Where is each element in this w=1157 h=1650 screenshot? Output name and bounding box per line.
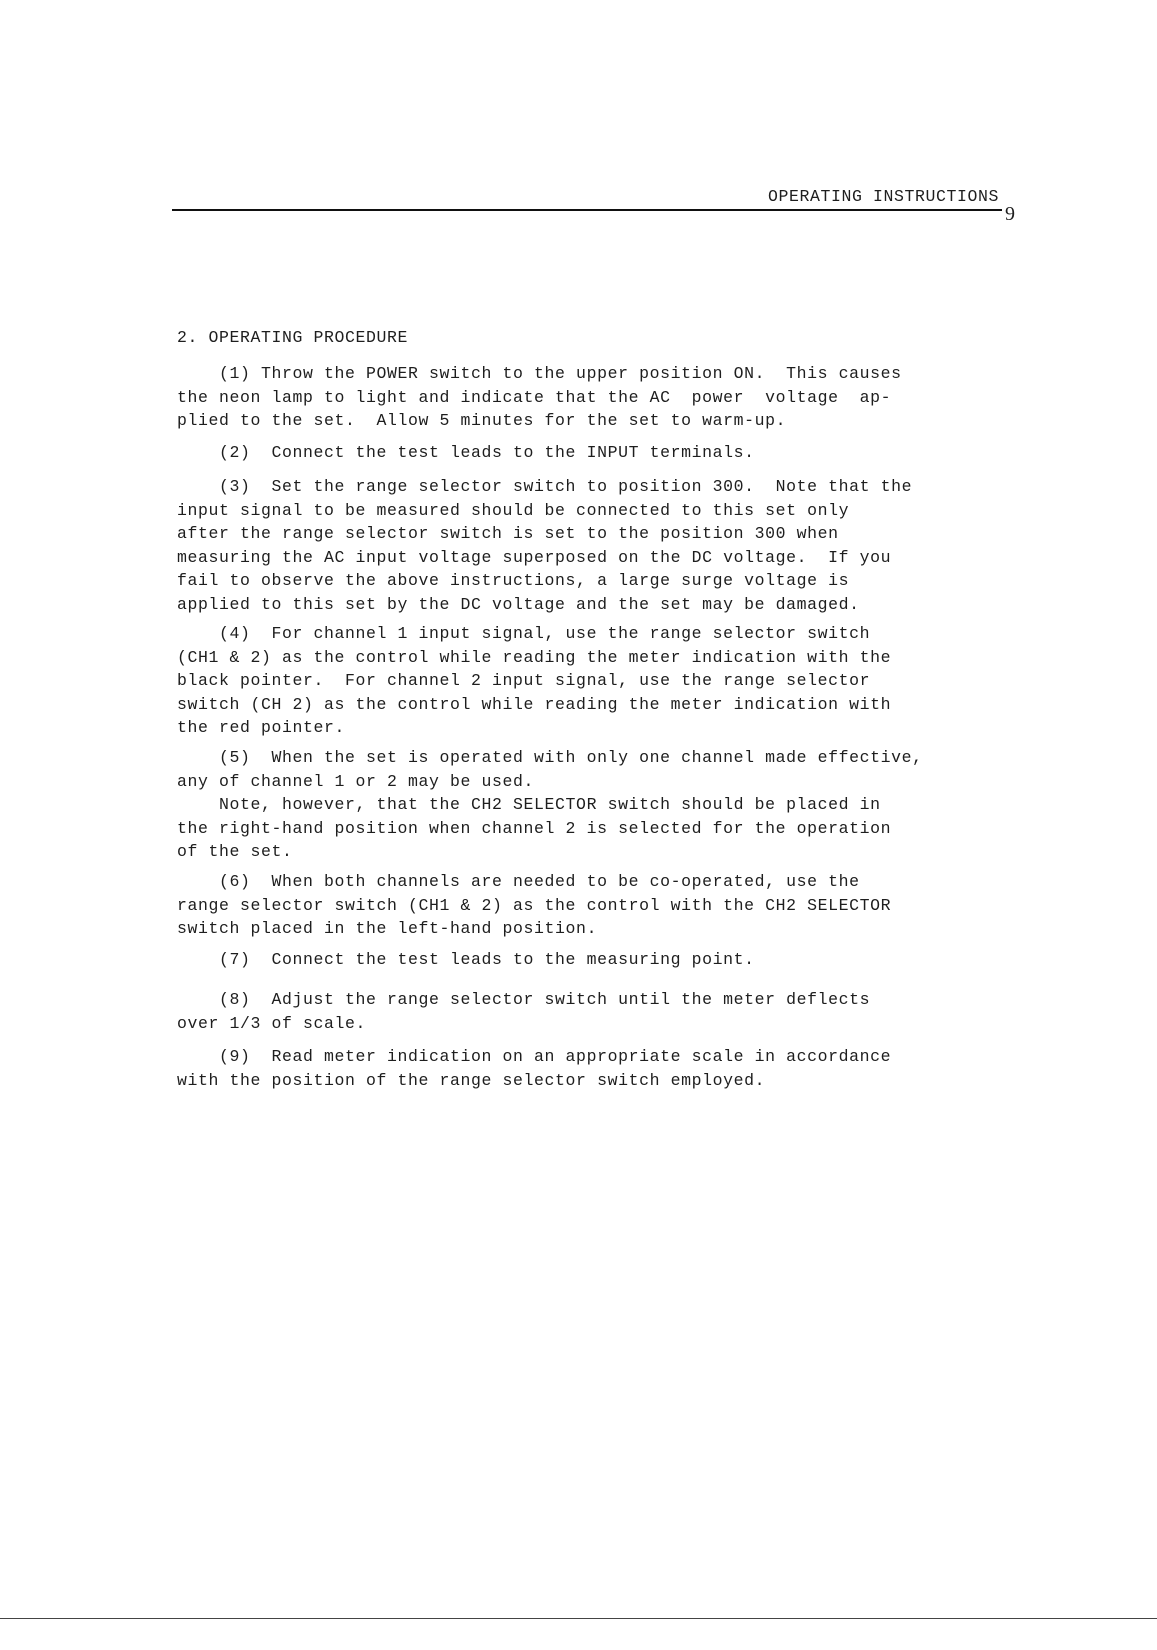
header-title: OPERATING INSTRUCTIONS	[767, 187, 999, 206]
procedure-step-4	[177, 622, 891, 740]
procedure-step-8	[177, 988, 870, 1035]
text-line: the neon lamp to light and indicate that the AC power voltage ap-	[177, 387, 892, 407]
text-line: black pointer. For channel 2 input signal, use the range selector	[177, 671, 871, 690]
text-line: (6) When both channels are needed to be co-operated, use the	[177, 872, 860, 891]
text-line: after the range selector switch is set to the position 300 when	[177, 524, 839, 543]
text-line: the right-hand position when channel 2 is selected for the operation	[177, 818, 892, 838]
text-line: plied to the set. Allow 5 minutes for the set to warm-up.	[177, 411, 787, 430]
text-line: (8) Adjust the range selector switch until the meter deflects	[177, 990, 871, 1009]
page-number: 9	[1005, 203, 1015, 225]
procedure-step-6	[177, 870, 891, 941]
text-line: (5) When the set is operated with only one channel made effective,	[177, 748, 923, 767]
text-line: (9) Read meter indication on an appropriate scale in accordance	[177, 1047, 892, 1066]
text-line: the red pointer.	[177, 718, 346, 737]
text-line: with the position of the range selector switch employed.	[177, 1070, 766, 1090]
procedure-step-9	[177, 1045, 891, 1092]
text-line: (2) Connect the test leads to the INPUT terminals.	[177, 443, 755, 462]
text-line: Note, however, that the CH2 SELECTOR switch should be placed in	[177, 795, 881, 814]
text-line: (CH1 & 2) as the control while reading the meter indication with the	[177, 647, 892, 667]
text-line: input signal to be measured should be connected to this set only	[177, 500, 850, 520]
text-line: any of channel 1 or 2 may be used.	[177, 771, 535, 791]
procedure-step-7	[177, 948, 755, 972]
text-line: of the set.	[177, 842, 293, 861]
text-line: (1) Throw the POWER switch to the upper position ON. This causes	[177, 364, 902, 383]
text-line: switch placed in the left-hand position.	[177, 919, 598, 938]
footer-rule	[0, 1618, 1157, 1619]
procedure-step-3	[177, 475, 912, 616]
text-line: (7) Connect the test leads to the measuring point.	[177, 950, 755, 969]
text-line: (4) For channel 1 input signal, use the range selector switch	[177, 624, 871, 643]
procedure-step-1	[177, 362, 902, 433]
procedure-step-2	[177, 441, 755, 465]
text-line: range selector switch (CH1 & 2) as the control with the CH2 SELECTOR	[177, 895, 892, 915]
text-line: switch (CH 2) as the control while reading the meter indication with	[177, 694, 892, 714]
text-line: over 1/3 of scale.	[177, 1013, 367, 1033]
text-line: (3) Set the range selector switch to position 300. Note that the	[177, 477, 913, 496]
text-line: fail to observe the above instructions, a large surge voltage is	[177, 571, 850, 590]
text-line: measuring the AC input voltage superposed on the DC voltage. If you	[177, 547, 892, 567]
text-line: applied to this set by the DC voltage and the set may be damaged.	[177, 594, 860, 614]
procedure-step-5	[177, 746, 923, 864]
header-rule	[172, 209, 1002, 211]
section-heading: 2. OPERATING PROCEDURE	[177, 328, 409, 347]
